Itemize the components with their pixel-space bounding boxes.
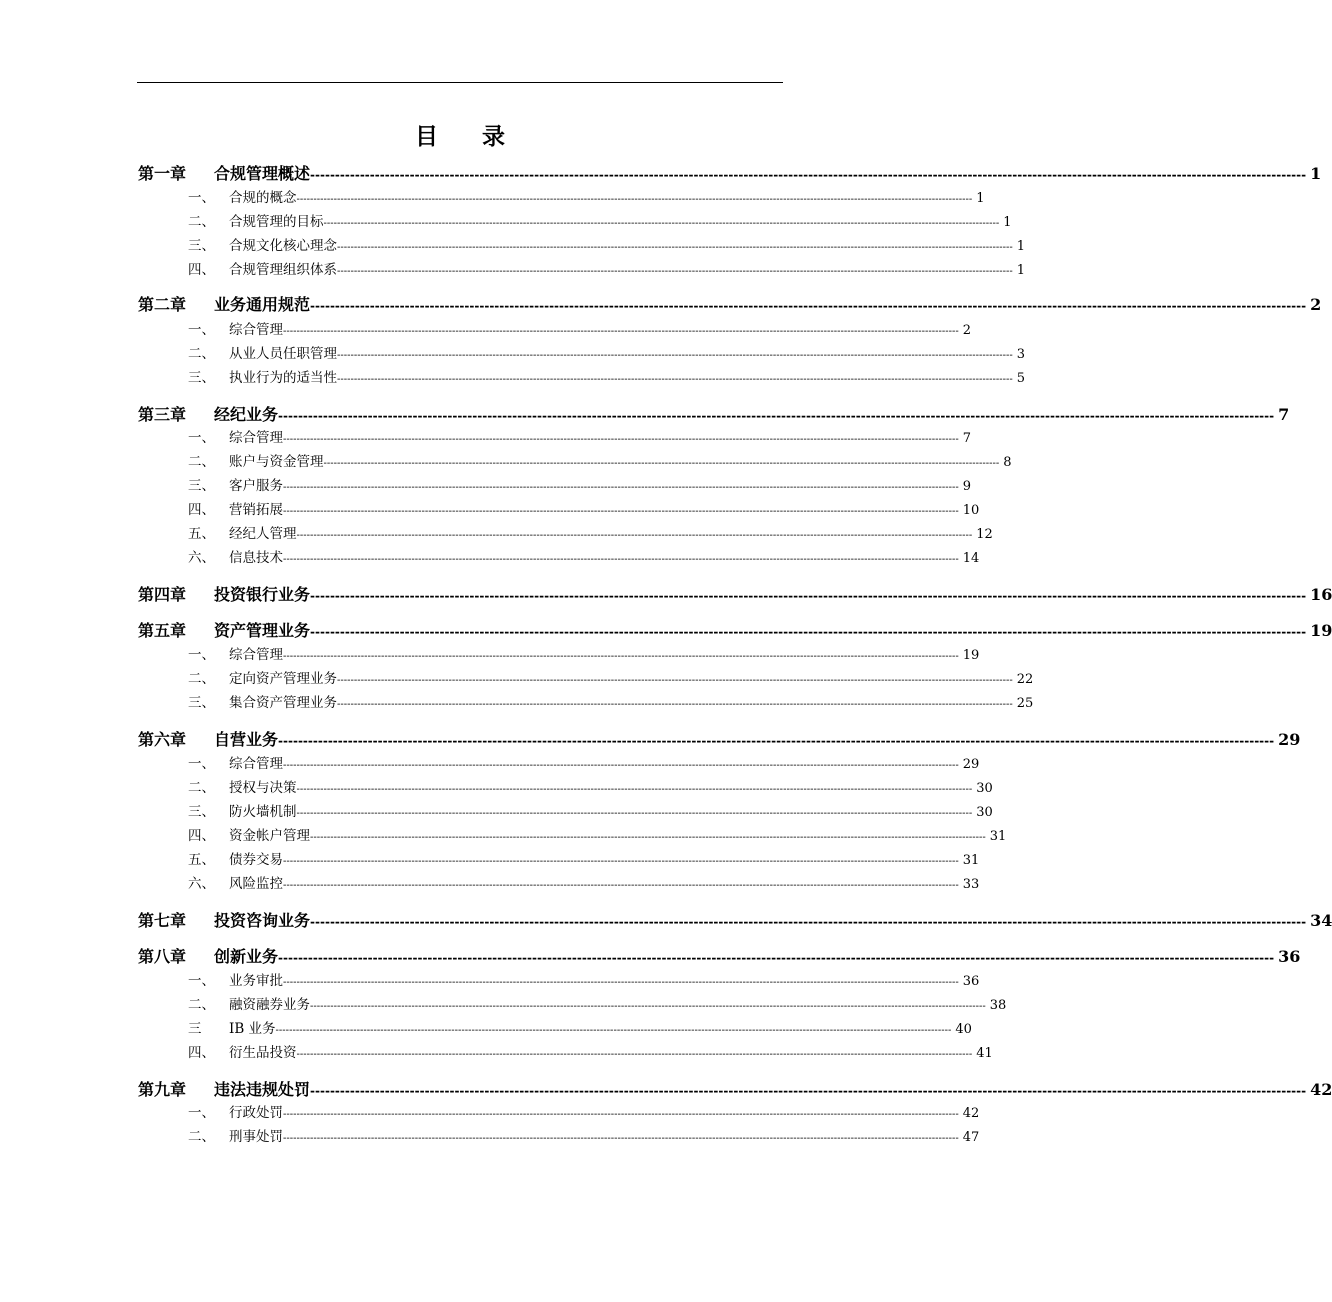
page-number: 8 (1003, 455, 1012, 470)
section-number: 三、 (188, 478, 215, 494)
page-number: 2 (962, 323, 972, 338)
page-number: 7 (962, 431, 972, 446)
toc-section-row[interactable] (188, 210, 1012, 230)
chapter-number: 第八章 (138, 947, 187, 966)
dot-leader: -------------------------------------------------------------------------------------------------------------------------------------------------------------------------------------------------------- (310, 832, 986, 843)
page-number: 14 (962, 551, 980, 566)
section-title: 刑事处罚 (229, 1129, 283, 1145)
toc-section-row[interactable] (188, 872, 980, 892)
toc-section-row[interactable] (188, 426, 972, 446)
section-title: 综合管理 (229, 647, 283, 663)
page-number: 12 (976, 527, 993, 542)
section-title: 综合管理 (229, 322, 283, 338)
toc-chapter-row[interactable] (138, 727, 1301, 750)
toc-section-row[interactable] (188, 450, 1012, 470)
chapter-number: 第九章 (138, 1080, 187, 1099)
dot-leader: -------------------------------------------------------------------------------------------------------------------------------------------------------------------------------------------------------- (296, 784, 973, 795)
section-title: IB 业务 (229, 1021, 276, 1037)
section-number: 一、 (188, 190, 215, 206)
section-title: 客户服务 (229, 478, 283, 494)
dot-leader: -------------------------------------------------------------------------------------------------------------------------------------------------------------------------------------------------------- (278, 734, 1275, 748)
toc-section-row[interactable] (188, 342, 1026, 362)
toc-section-row[interactable] (188, 522, 993, 542)
dot-leader: -------------------------------------------------------------------------------------------------------------------------------------------------------------------------------------------------------- (283, 856, 959, 867)
page-number: 31 (989, 829, 1007, 844)
toc-section-row[interactable] (188, 667, 1034, 687)
section-number: 二、 (188, 346, 215, 362)
chapter-title: 资产管理业务 (214, 621, 311, 640)
section-number: 二、 (188, 214, 215, 230)
section-number: 三、 (188, 695, 215, 711)
chapter-number: 第二章 (138, 295, 187, 314)
section-number: 一、 (188, 1105, 215, 1121)
page-number: 30 (976, 781, 993, 796)
section-number: 五、 (188, 526, 215, 542)
toc-chapter-row[interactable] (138, 161, 1322, 184)
dot-leader: -------------------------------------------------------------------------------------------------------------------------------------------------------------------------------------------------------- (323, 458, 1000, 469)
page-number: 38 (989, 998, 1007, 1013)
title-char-1: 目 (415, 123, 438, 150)
chapter-title: 合规管理概述 (214, 164, 311, 183)
section-number: 六、 (188, 876, 215, 892)
section-number: 一、 (188, 973, 215, 989)
chapter-title: 违法违规处罚 (214, 1080, 311, 1099)
dot-leader: -------------------------------------------------------------------------------------------------------------------------------------------------------------------------------------------------------- (337, 242, 1013, 253)
toc-section-row[interactable] (188, 691, 1034, 711)
section-number: 二、 (188, 1129, 215, 1145)
toc-section-row[interactable] (188, 1101, 980, 1121)
page-number: 7 (1278, 405, 1290, 424)
page-number: 1 (1016, 239, 1026, 254)
dot-leader: -------------------------------------------------------------------------------------------------------------------------------------------------------------------------------------------------------- (310, 915, 1307, 929)
toc-chapter-row[interactable] (138, 402, 1290, 425)
section-number: 五、 (188, 852, 215, 868)
section-title: 从业人员任职管理 (229, 346, 337, 362)
chapter-title: 创新业务 (214, 947, 279, 966)
page-number: 34 (1310, 911, 1332, 930)
section-title: 债券交易 (229, 852, 283, 868)
chapter-number: 第四章 (138, 585, 187, 604)
page-number: 31 (962, 853, 980, 868)
page-number: 30 (976, 805, 993, 820)
section-title: 防火墙机制 (229, 804, 297, 820)
page-number: 29 (962, 757, 980, 772)
section-title: 营销拓展 (229, 502, 283, 518)
dot-leader: -------------------------------------------------------------------------------------------------------------------------------------------------------------------------------------------------------- (283, 554, 959, 565)
page-number: 16 (1310, 585, 1332, 604)
dot-leader: -------------------------------------------------------------------------------------------------------------------------------------------------------------------------------------------------------- (283, 760, 959, 771)
page-number: 47 (962, 1130, 980, 1145)
dot-leader: -------------------------------------------------------------------------------------------------------------------------------------------------------------------------------------------------------- (278, 951, 1275, 965)
dot-leader: -------------------------------------------------------------------------------------------------------------------------------------------------------------------------------------------------------- (283, 482, 959, 493)
chapter-number: 第一章 (138, 164, 187, 183)
dot-leader: -------------------------------------------------------------------------------------------------------------------------------------------------------------------------------------------------------- (337, 350, 1013, 361)
section-title: 衍生品投资 (229, 1045, 297, 1061)
section-title: 综合管理 (229, 756, 283, 772)
section-title: 执业行为的适当性 (229, 370, 337, 386)
toc-section-row[interactable] (188, 474, 972, 494)
toc-section-row[interactable] (188, 234, 1026, 254)
section-number: 二、 (188, 997, 215, 1013)
toc-section-row[interactable] (188, 969, 980, 989)
toc-section-row[interactable] (188, 824, 1007, 844)
dot-leader: -------------------------------------------------------------------------------------------------------------------------------------------------------------------------------------------------------- (283, 434, 959, 445)
dot-leader: -------------------------------------------------------------------------------------------------------------------------------------------------------------------------------------------------------- (283, 1109, 959, 1120)
toc-section-row[interactable] (188, 186, 985, 206)
dot-leader: -------------------------------------------------------------------------------------------------------------------------------------------------------------------------------------------------------- (310, 1084, 1307, 1098)
section-title: 合规管理的目标 (229, 214, 324, 230)
dot-leader: -------------------------------------------------------------------------------------------------------------------------------------------------------------------------------------------------------- (296, 1049, 973, 1060)
section-number: 四、 (188, 262, 215, 278)
toc-section-row[interactable] (188, 318, 972, 338)
toc-section-row[interactable] (188, 800, 993, 820)
page-number: 41 (976, 1046, 993, 1061)
toc-section-row[interactable] (188, 1017, 972, 1037)
section-title: 风险监控 (229, 876, 283, 892)
page-number: 22 (1016, 672, 1034, 687)
toc-chapter-row[interactable] (138, 618, 1332, 641)
section-number: 一、 (188, 322, 215, 338)
page-number: 25 (1016, 696, 1034, 711)
toc-section-row[interactable] (188, 643, 980, 663)
section-number: 四、 (188, 828, 215, 844)
dot-leader: -------------------------------------------------------------------------------------------------------------------------------------------------------------------------------------------------------- (283, 977, 959, 988)
section-number: 四、 (188, 502, 215, 518)
toc-section-row[interactable] (188, 993, 1007, 1013)
toc-chapter-row[interactable] (138, 944, 1301, 967)
toc-chapter-row[interactable] (138, 1077, 1332, 1100)
section-title: 合规文化核心理念 (229, 238, 337, 254)
page-number: 1 (976, 191, 985, 206)
dot-leader: -------------------------------------------------------------------------------------------------------------------------------------------------------------------------------------------------------- (337, 374, 1013, 385)
section-title: 经纪人管理 (229, 526, 297, 542)
dot-leader: -------------------------------------------------------------------------------------------------------------------------------------------------------------------------------------------------------- (337, 675, 1013, 686)
section-number: 四、 (188, 1045, 215, 1061)
dot-leader: -------------------------------------------------------------------------------------------------------------------------------------------------------------------------------------------------------- (310, 299, 1307, 313)
section-number: 三、 (188, 370, 215, 386)
page-number: 1 (1310, 164, 1322, 183)
page-number: 3 (1016, 347, 1026, 362)
section-number: 二、 (188, 780, 215, 796)
chapter-number: 第三章 (138, 405, 187, 424)
toc-section-row[interactable] (188, 546, 980, 566)
toc-section-row[interactable] (188, 498, 980, 518)
dot-leader: -------------------------------------------------------------------------------------------------------------------------------------------------------------------------------------------------------- (275, 1025, 952, 1036)
dot-leader: -------------------------------------------------------------------------------------------------------------------------------------------------------------------------------------------------------- (310, 1001, 986, 1012)
page-number: 19 (962, 648, 980, 663)
page-number: 5 (1016, 371, 1026, 386)
section-number: 二、 (188, 671, 215, 687)
toc-section-row[interactable] (188, 776, 993, 796)
section-title: 账户与资金管理 (229, 454, 324, 470)
page-number: 36 (962, 974, 980, 989)
toc-section-row[interactable] (188, 1125, 980, 1145)
page-number: 42 (1310, 1080, 1332, 1099)
section-title: 资金帐户管理 (229, 828, 310, 844)
page-number: 29 (1278, 730, 1301, 749)
dot-leader: -------------------------------------------------------------------------------------------------------------------------------------------------------------------------------------------------------- (310, 589, 1307, 603)
dot-leader: -------------------------------------------------------------------------------------------------------------------------------------------------------------------------------------------------------- (296, 194, 973, 205)
page-number: 42 (962, 1106, 980, 1121)
dot-leader: -------------------------------------------------------------------------------------------------------------------------------------------------------------------------------------------------------- (296, 808, 973, 819)
section-number: 三、 (188, 238, 215, 254)
section-title: 业务审批 (229, 973, 283, 989)
chapter-title: 自营业务 (214, 730, 279, 749)
section-title: 合规的概念 (229, 190, 297, 206)
section-number: 二、 (188, 454, 215, 470)
section-number: 一、 (188, 756, 215, 772)
section-number: 三、 (188, 804, 215, 820)
page-number: 19 (1310, 621, 1332, 640)
chapter-title: 业务通用规范 (214, 295, 311, 314)
title-char-2: 录 (482, 123, 505, 150)
section-title: 定向资产管理业务 (229, 671, 337, 687)
toc-chapter-row[interactable] (138, 908, 1332, 931)
page-number: 9 (962, 479, 972, 494)
dot-leader: -------------------------------------------------------------------------------------------------------------------------------------------------------------------------------------------------------- (278, 409, 1275, 423)
section-title: 行政处罚 (229, 1105, 283, 1121)
toc-section-row[interactable] (188, 752, 980, 772)
section-number: 六、 (188, 550, 215, 566)
page-number: 10 (962, 503, 980, 518)
dot-leader: -------------------------------------------------------------------------------------------------------------------------------------------------------------------------------------------------------- (283, 880, 959, 891)
dot-leader: -------------------------------------------------------------------------------------------------------------------------------------------------------------------------------------------------------- (296, 530, 973, 541)
toc-section-row[interactable] (188, 258, 1026, 278)
toc-chapter-row[interactable] (138, 582, 1332, 605)
chapter-title: 投资咨询业务 (214, 911, 311, 930)
dot-leader: -------------------------------------------------------------------------------------------------------------------------------------------------------------------------------------------------------- (310, 168, 1307, 182)
dot-leader: -------------------------------------------------------------------------------------------------------------------------------------------------------------------------------------------------------- (337, 699, 1013, 710)
page-number: 1 (1003, 215, 1012, 230)
chapter-number: 第六章 (138, 730, 187, 749)
section-number: 一、 (188, 647, 215, 663)
section-title: 信息技术 (229, 550, 283, 566)
dot-leader: -------------------------------------------------------------------------------------------------------------------------------------------------------------------------------------------------------- (310, 625, 1307, 639)
toc-section-row[interactable] (188, 848, 980, 868)
section-number: 一、 (188, 430, 215, 446)
page-number: 33 (962, 877, 980, 892)
dot-leader: -------------------------------------------------------------------------------------------------------------------------------------------------------------------------------------------------------- (337, 266, 1013, 277)
section-title: 合规管理组织体系 (229, 262, 337, 278)
dot-leader: -------------------------------------------------------------------------------------------------------------------------------------------------------------------------------------------------------- (283, 1133, 959, 1144)
chapter-number: 第七章 (138, 911, 187, 930)
page-number: 1 (1016, 263, 1026, 278)
toc-section-row[interactable] (188, 1041, 993, 1061)
section-title: 综合管理 (229, 430, 283, 446)
dot-leader: -------------------------------------------------------------------------------------------------------------------------------------------------------------------------------------------------------- (283, 506, 959, 517)
dot-leader: -------------------------------------------------------------------------------------------------------------------------------------------------------------------------------------------------------- (283, 326, 959, 337)
page-number: 2 (1310, 295, 1322, 314)
chapter-title: 经纪业务 (214, 405, 279, 424)
dot-leader: -------------------------------------------------------------------------------------------------------------------------------------------------------------------------------------------------------- (323, 218, 1000, 229)
page-number: 40 (955, 1022, 972, 1037)
toc-section-row[interactable] (188, 366, 1026, 386)
chapter-title: 投资银行业务 (214, 585, 311, 604)
page-number: 36 (1278, 947, 1301, 966)
dot-leader: -------------------------------------------------------------------------------------------------------------------------------------------------------------------------------------------------------- (283, 651, 959, 662)
chapter-number: 第五章 (138, 621, 187, 640)
section-title: 授权与决策 (229, 780, 297, 796)
section-number: 三 (188, 1021, 202, 1037)
section-title: 融资融券业务 (229, 997, 310, 1013)
toc-chapter-row[interactable] (138, 292, 1322, 315)
section-title: 集合资产管理业务 (229, 695, 337, 711)
